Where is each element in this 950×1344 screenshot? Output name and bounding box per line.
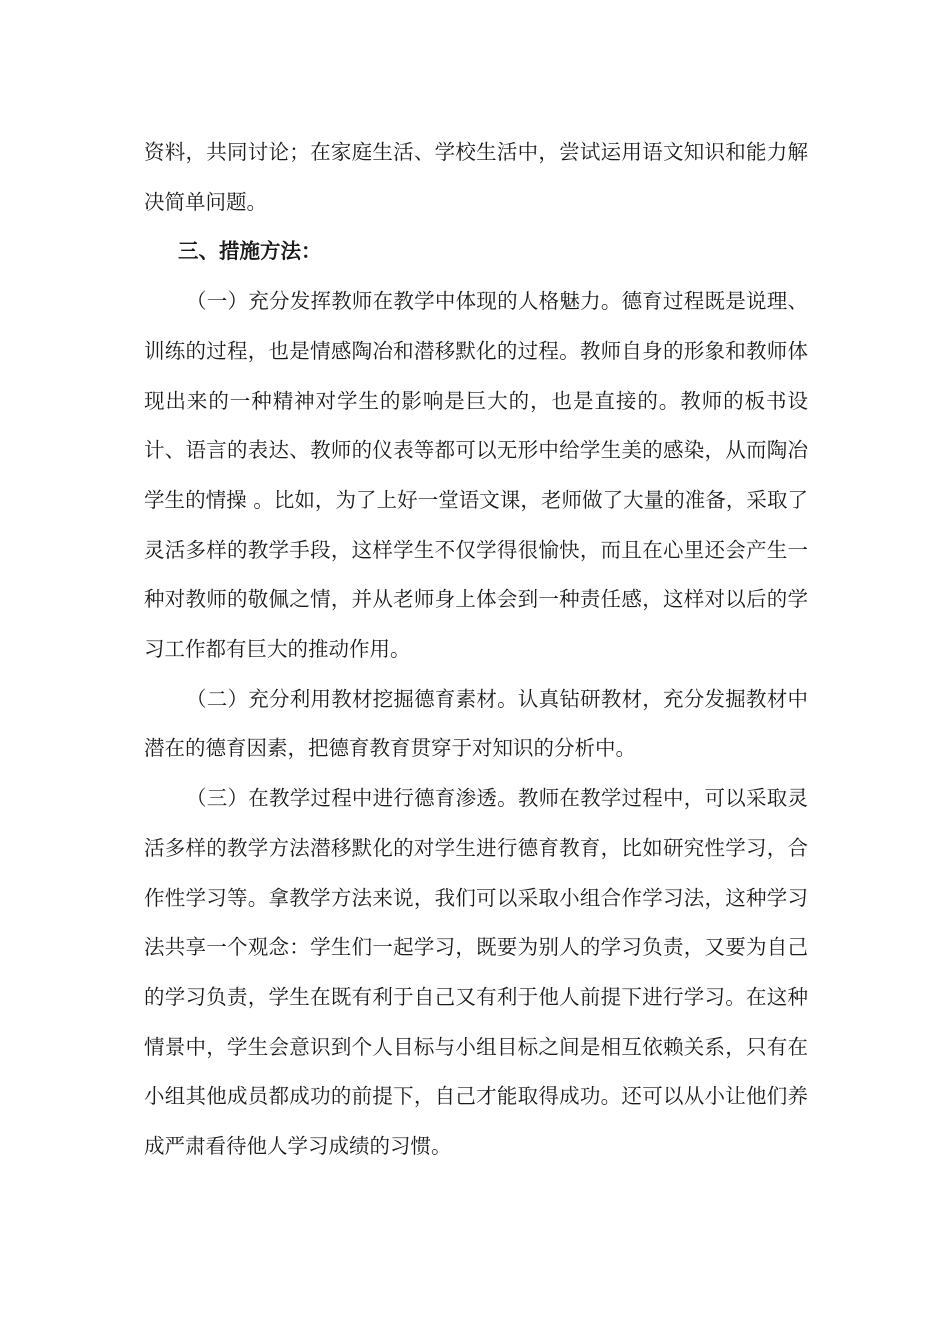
paragraph-measure-1: （一）充分发挥教师在教学中体现的人格魅力。德育过程既是说理、训练的过程，也是情感陶冶和潜移默化的过程。教师自身的形象和教师体现出来的一种精神对学生的影响是巨大的，也是直接的。教师的板书设计、语言的表达、教师的仪表等都可以无形中给学生美的感染，从而陶冶学生的情操 。比如，为了上好一堂语文课，老师做了大量的准备，采取了灵活多样的教学手段，这样学生不仅学得很愉快，而且在心里还会产生一种对教师的敬佩之情，并从老师身上体会到一种责任感，这样对以后的学习工作都有巨大的推动作用。 [144,289,808,662]
paragraph-continuation: 资料，共同讨论；在家庭生活、学校生活中，尝试运用语文知识和能力解决简单问题。 [144,140,808,214]
section-heading: 三、措施方法： [178,239,322,264]
paragraph-measure-2: （二）充分利用教材挖掘德育素材。认真钻研教材，充分发掘教材中潜在的德育因素，把德育教育贯穿于对知识的分析中。 [144,686,808,761]
paragraph-measure-3: （三）在教学过程中进行德育渗透。教师在教学过程中，可以采取灵活多样的教学方法潜移默化的对学生进行德育教育，比如研究性学习，合作性学习等。拿教学方法来说，我们可以采取小组合作学习法，这种学习法共享一个观念：学生们一起学习，既要为别人的学习负责，又要为自己的学习负责，学生在既有利于自己又有利于他人前提下进行学习。在这种情景中，学生会意识到个人目标与小组目标之间是相互依赖关系，只有在小组其他成员都成功的前提下，自己才能取得成功。还可以从小让他们养成严肃看待他人学习成绩的习惯。 [144,786,808,1159]
document-body [144,128,808,1172]
